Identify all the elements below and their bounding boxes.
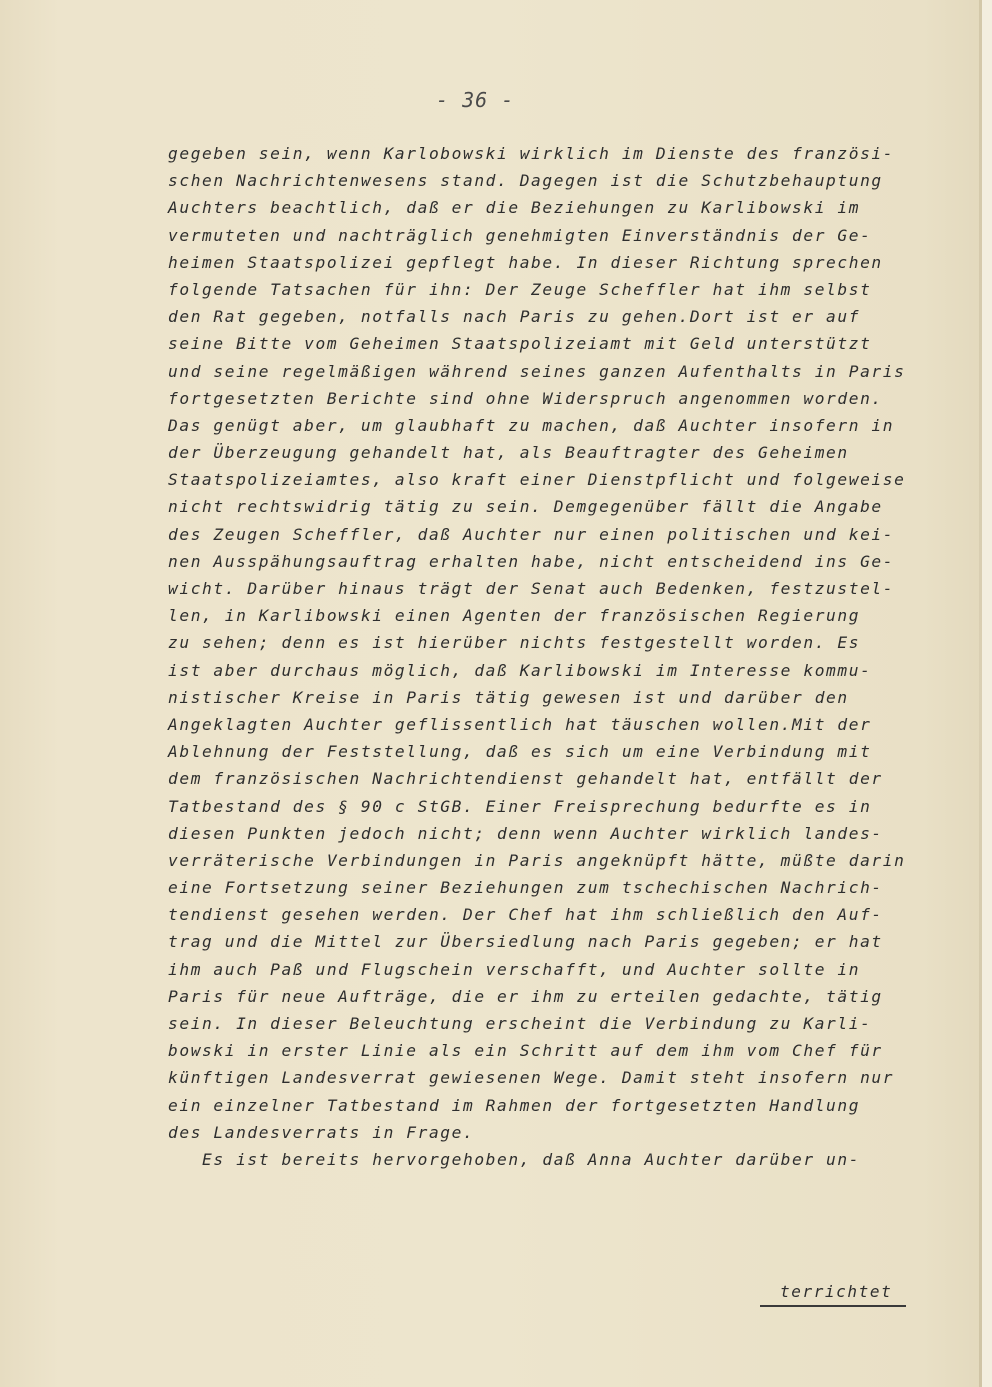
text-line: fortgesetzten Berichte sind ohne Widerspruch angenommen worden. — [168, 388, 883, 408]
text-line: vermuteten und nachträglich genehmigten Einverständnis der Ge- — [168, 225, 872, 245]
text-line: schen Nachrichtenwesens stand. Dagegen ist die Schutzbehauptung — [168, 171, 883, 191]
page-margin-strip — [982, 0, 992, 1387]
text-line: trag und die Mittel zur Übersiedlung nach Paris gegeben; er hat — [168, 932, 883, 952]
text-line: folgende Tatsachen für ihn: Der Zeuge Scheffler hat ihm selbst — [168, 279, 872, 299]
text-line: bowski in erster Linie als ein Schritt auf dem ihm vom Chef für — [168, 1041, 883, 1061]
text-line: künftigen Landesverrat gewiesenen Wege. Damit steht insofern nur — [168, 1068, 895, 1088]
text-line: Es ist bereits hervorgehoben, daß Anna Auchter darüber un- — [168, 1149, 861, 1169]
text-line: den Rat gegeben, notfalls nach Paris zu gehen.Dort ist er auf — [168, 307, 861, 327]
text-line: verräterische Verbindungen in Paris angeknüpft hätte, müßte darin — [168, 850, 906, 870]
text-line: Auchters beachtlich, daß er die Beziehungen zu Karlibowski im — [168, 198, 861, 218]
text-line: zu sehen; denn es ist hierüber nichts festgestellt worden. Es — [168, 633, 861, 653]
catchword: terrichtet — [780, 1282, 893, 1301]
text-line: wicht. Darüber hinaus trägt der Senat auch Bedenken, festzustel- — [168, 579, 895, 598]
text-line: des Landesverrats in Frage. — [168, 1122, 475, 1142]
text-line: diesen Punkten jedoch nicht; denn wenn Auchter wirklich landes- — [168, 823, 883, 843]
text-line: ist aber durchaus möglich, daß Karlibowski im Interesse kommu- — [168, 660, 872, 680]
text-line: und seine regelmäßigen während seines ganzen Aufenthalts in Paris — [168, 361, 906, 381]
catchword-underline — [760, 1305, 906, 1307]
text-line: nistischer Kreise in Paris tätig gewesen ist und darüber den — [168, 687, 849, 707]
text-line: seine Bitte vom Geheimen Staatspolizeiamt mit Geld unterstützt — [168, 334, 872, 354]
text-line: Paris für neue Aufträge, die er ihm zu erteilen gedachte, tätig — [168, 986, 883, 1006]
text-line: nen Ausspähungsauftrag erhalten habe, nicht entscheidend ins Ge- — [168, 551, 895, 571]
text-line: heimen Staatspolizei gepflegt habe. In dieser Richtung sprechen — [168, 252, 883, 272]
text-line: Angeklagten Auchter geflissentlich hat täuschen wollen.Mit der — [168, 714, 872, 734]
text-line: tendienst gesehen werden. Der Chef hat ihm schließlich den Auf- — [168, 905, 883, 925]
page-number: - 36 - — [436, 88, 515, 112]
text-line: der Überzeugung gehandelt hat, als Beauftragter des Geheimen — [168, 443, 849, 463]
text-line: Staatspolizeiamtes, also kraft einer Dienstpflicht und folgeweise — [168, 470, 906, 490]
body-text — [168, 140, 905, 1173]
text-line: Ablehnung der Feststellung, daß es sich um eine Verbindung mit — [168, 742, 872, 762]
text-line: nicht rechtswidrig tätig zu sein. Demgegenüber fällt die Angabe — [168, 497, 883, 517]
text-line: gegeben sein, wenn Karlobowski wirklich im Dienste des französi- — [168, 144, 895, 163]
text-line: len, in Karlibowski einen Agenten der französischen Regierung — [168, 606, 861, 626]
text-line: sein. In dieser Beleuchtung erscheint die Verbindung zu Karli- — [168, 1014, 872, 1033]
text-line: des Zeugen Scheffler, daß Auchter nur einen politischen und kei- — [168, 524, 895, 544]
text-line: Tatbestand des § 90 c StGB. Einer Freisprechung bedurfte es in — [168, 796, 872, 816]
text-line: dem französischen Nachrichtendienst gehandelt hat, entfällt der — [168, 769, 883, 789]
text-line: ihm auch Paß und Flugschein verschafft, und Auchter sollte in — [168, 959, 861, 979]
text-line: ein einzelner Tatbestand im Rahmen der fortgesetzten Handlung — [168, 1095, 861, 1115]
text-line: Das genügt aber, um glaubhaft zu machen, daß Auchter insofern in — [168, 415, 895, 435]
text-line: eine Fortsetzung seiner Beziehungen zum tschechischen Nachrich- — [168, 878, 883, 898]
